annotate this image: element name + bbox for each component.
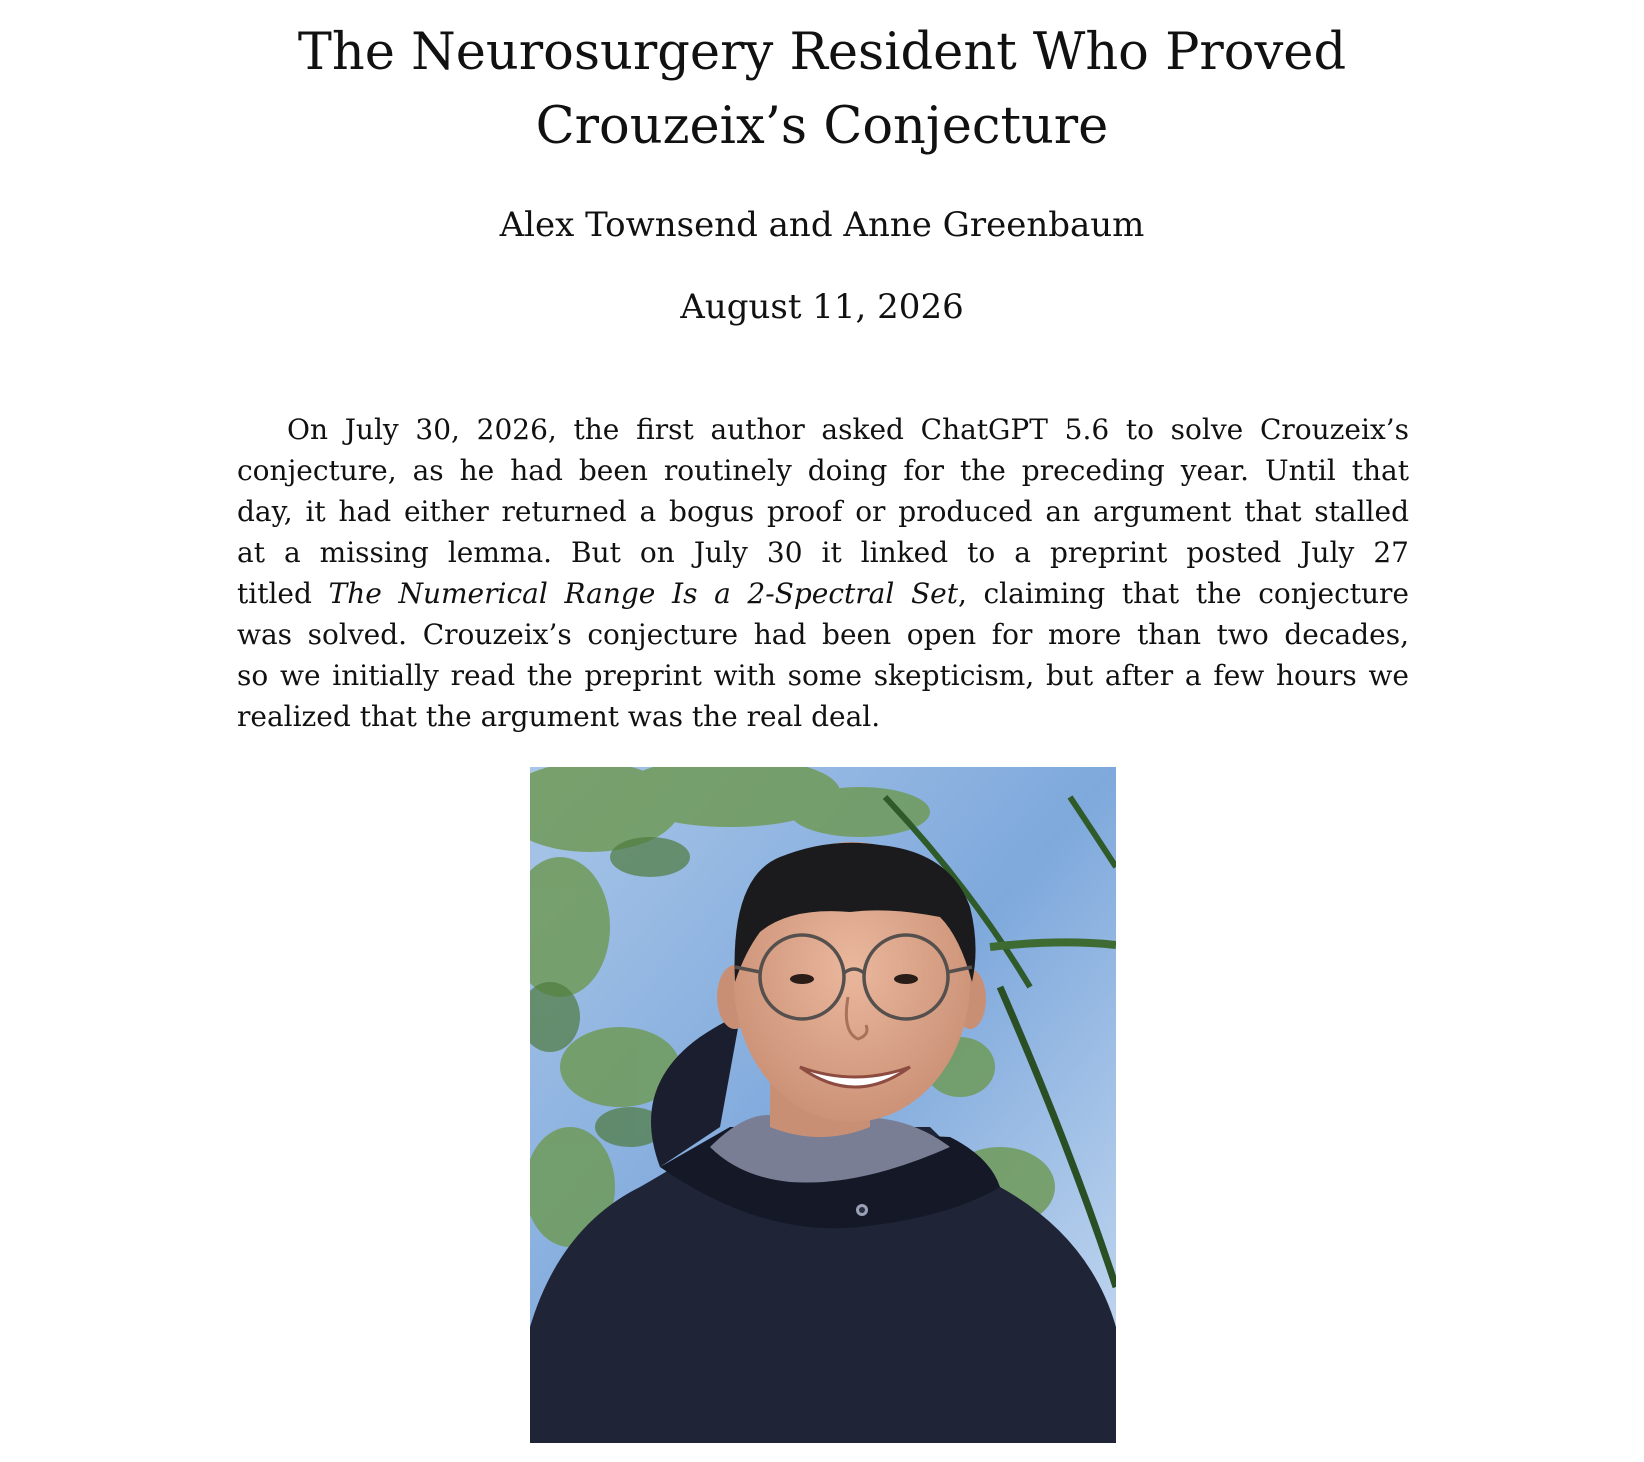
body-line: On July 30, 2026, the first author asked ChatGPT 5.6 to solve Crouzeix’s	[287, 413, 1409, 446]
body-line: so we initially read the preprint with some skepticism, but after a few hours we	[237, 659, 1409, 692]
body-line: at a missing lemma. But on July 30 it linked to a preprint posted July 27	[237, 536, 1409, 569]
preprint-title: The Numerical Range Is a 2-Spectral Set	[328, 577, 958, 610]
body-paragraph	[237, 409, 1409, 737]
body-line: conjecture, as he had been routinely doing for the preceding year. Until that	[237, 454, 1409, 487]
portrait-photo-icon	[530, 767, 1116, 1443]
portrait-photo	[530, 767, 1116, 1443]
paper-title-line-1: The Neurosurgery Resident Who Proved	[297, 23, 1347, 82]
body-line	[237, 573, 1409, 614]
body-line: day, it had either returned a bogus proof or produced an argument that stalled	[237, 495, 1409, 528]
body-text: titled	[237, 577, 329, 610]
body-line: was solved. Crouzeix’s conjecture had been open for more than two decades,	[237, 618, 1409, 651]
paper-authors: Alex Townsend and Anne Greenbaum	[499, 205, 1145, 245]
body-text: , claiming that the conjecture	[957, 577, 1409, 610]
paper-title-line-2: Crouzeix’s Conjecture	[535, 97, 1109, 156]
body-line: realized that the argument was the real deal.	[237, 700, 881, 733]
paper-date: August 11, 2026	[680, 287, 964, 327]
